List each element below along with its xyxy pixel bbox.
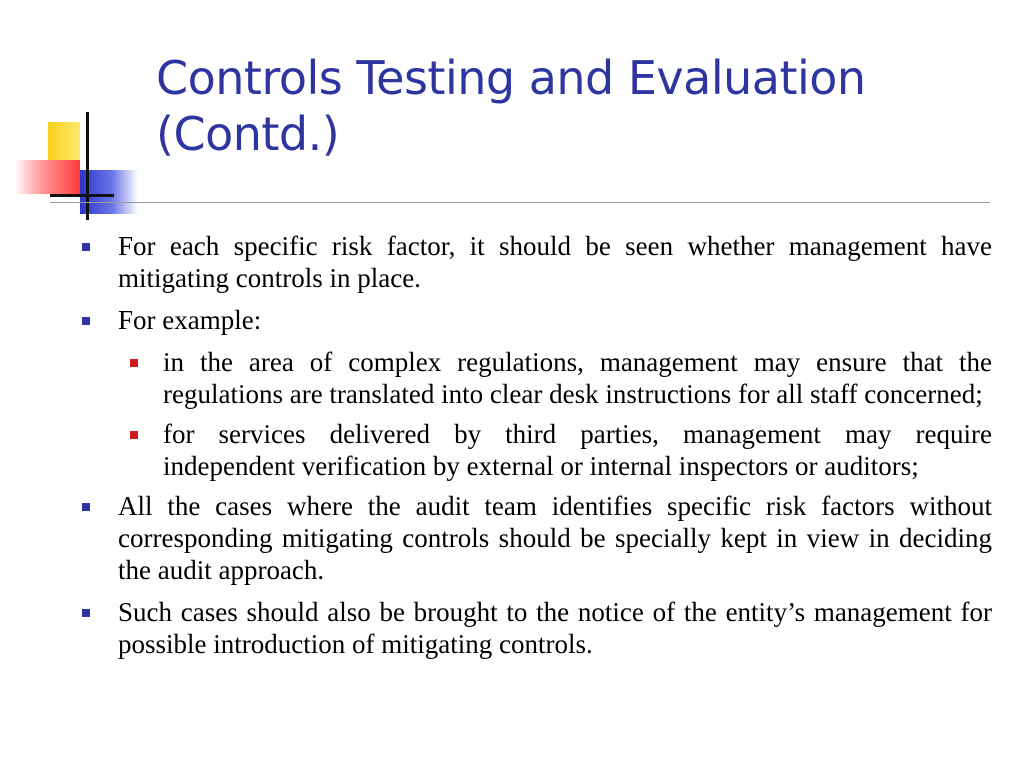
sub-bullet-text: in the area of complex regulations, management may ensure that the regulations are translated into clear desk instructions for all staff concerned; bbox=[163, 347, 992, 409]
sub-bullet-item bbox=[78, 346, 992, 410]
logo-horizontal-line bbox=[50, 194, 114, 197]
bullet-item bbox=[78, 596, 992, 660]
bullet-text: For example: bbox=[118, 305, 262, 335]
decorative-squares-logo-icon bbox=[0, 0, 160, 240]
logo-vertical-line bbox=[86, 112, 89, 220]
square-bullet-icon bbox=[82, 317, 90, 325]
bullet-text: Such cases should also be brought to the notice of the entity’s management for possible introduction of mitigating controls. bbox=[118, 597, 992, 659]
square-bullet-icon bbox=[82, 503, 90, 511]
bullet-item bbox=[78, 230, 992, 294]
bullet-item bbox=[78, 490, 992, 586]
slide-title: Controls Testing and Evaluation (Contd.) bbox=[156, 51, 866, 161]
square-bullet-icon bbox=[130, 431, 138, 439]
square-bullet-icon bbox=[130, 359, 138, 367]
square-bullet-icon bbox=[82, 243, 90, 251]
sub-bullet-item bbox=[78, 418, 992, 482]
title-divider bbox=[50, 202, 990, 203]
red-square-shape bbox=[14, 160, 80, 194]
sub-bullet-text: for services delivered by third parties, management may require independent verification by external or internal inspectors or auditors; bbox=[163, 419, 992, 481]
bullet-text: For each specific risk factor, it should be seen whether management have mitigating controls in place. bbox=[118, 231, 992, 293]
bullet-text: All the cases where the audit team identifies specific risk factors without corresponding mitigating controls should be specially kept in view in deciding the audit approach. bbox=[118, 491, 992, 585]
yellow-square-shape bbox=[48, 122, 80, 162]
bullet-list bbox=[78, 230, 992, 670]
bullet-item bbox=[78, 304, 992, 336]
square-bullet-icon bbox=[82, 609, 90, 617]
